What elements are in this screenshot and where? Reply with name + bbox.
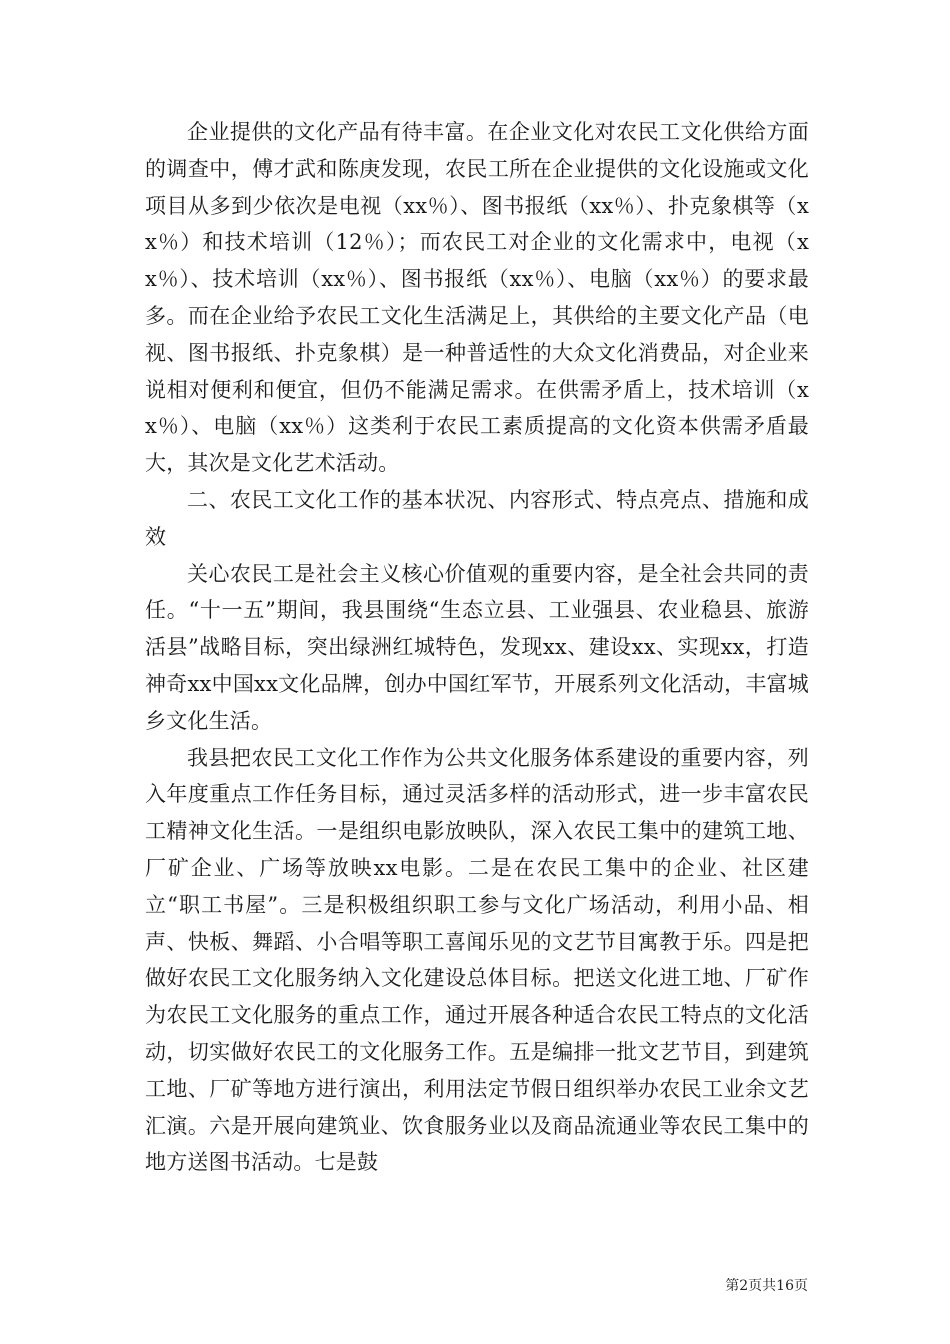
- section-heading-two: 二、农民工文化工作的基本状况、内容形式、特点亮点、措施和成效: [145, 487, 809, 549]
- paragraph-enterprise-culture: 企业提供的文化产品有待丰富。在企业文化对农民工文化供给方面的调查中，傅才武和陈庚发现，农民工所在企业提供的文化设施或文化项目从多到少依次是电视（xx％）、图书报纸（xx％）、扑克象棋等（xx％）和技术培训（12％）；而农民工对企业的文化需求中，电视（xx％）、技术培训（xx％）、图书报纸（xx％）、电脑（xx％）的要求最多。而在企业给予农民工文化生活满足上，其供给的主要文化产品（电视、图书报纸、扑克象棋）是一种普适性的大众文化消费品，对企业来说相对便利和便宜，但仍不能满足需求。在供需矛盾上，技术培训（xx％）、电脑（xx％）这类利于农民工素质提高的文化资本供需矛盾最大，其次是文化艺术活动。: [145, 120, 809, 476]
- paragraph-care-workers: 关心农民工是社会主义核心价值观的重要内容，是全社会共同的责任。“十一五”期间，我县围绕“生态立县、工业强县、农业稳县、旅游活县”战略目标，突出绿洲红城特色，发现xx、建设xx、实现xx，打造神奇xx中国xx文化品牌，创办中国红军节，开展系列文化活动，丰富城乡文化生活。: [145, 561, 809, 733]
- document-body: [145, 114, 809, 1181]
- paragraph-county-measures: 我县把农民工文化工作作为公共文化服务体系建设的重要内容，列入年度重点工作任务目标，通过灵活多样的活动形式，进一步丰富农民工精神文化生活。一是组织电影放映队，深入农民工集中的建筑工地、厂矿企业、广场等放映xx电影。二是在农民工集中的企业、社区建立“职工书屋”。三是积极组织职工参与文化广场活动，利用小品、相声、快板、舞蹈、小合唱等职工喜闻乐见的文艺节目寓教于乐。四是把做好农民工文化服务纳入文化建设总体目标。把送文化进工地、厂矿作为农民工文化服务的重点工作，通过开展各种适合农民工特点的文化活动，切实做好农民工的文化服务工作。五是编排一批文艺节目，到建筑工地、厂矿等地方进行演出，利用法定节假日组织举办农民工业余文艺汇演。六是开展向建筑业、饮食服务业以及商品流通业等农民工集中的地方送图书活动。七是鼓: [145, 745, 809, 1175]
- page-number: 第2页共16页: [725, 1278, 808, 1294]
